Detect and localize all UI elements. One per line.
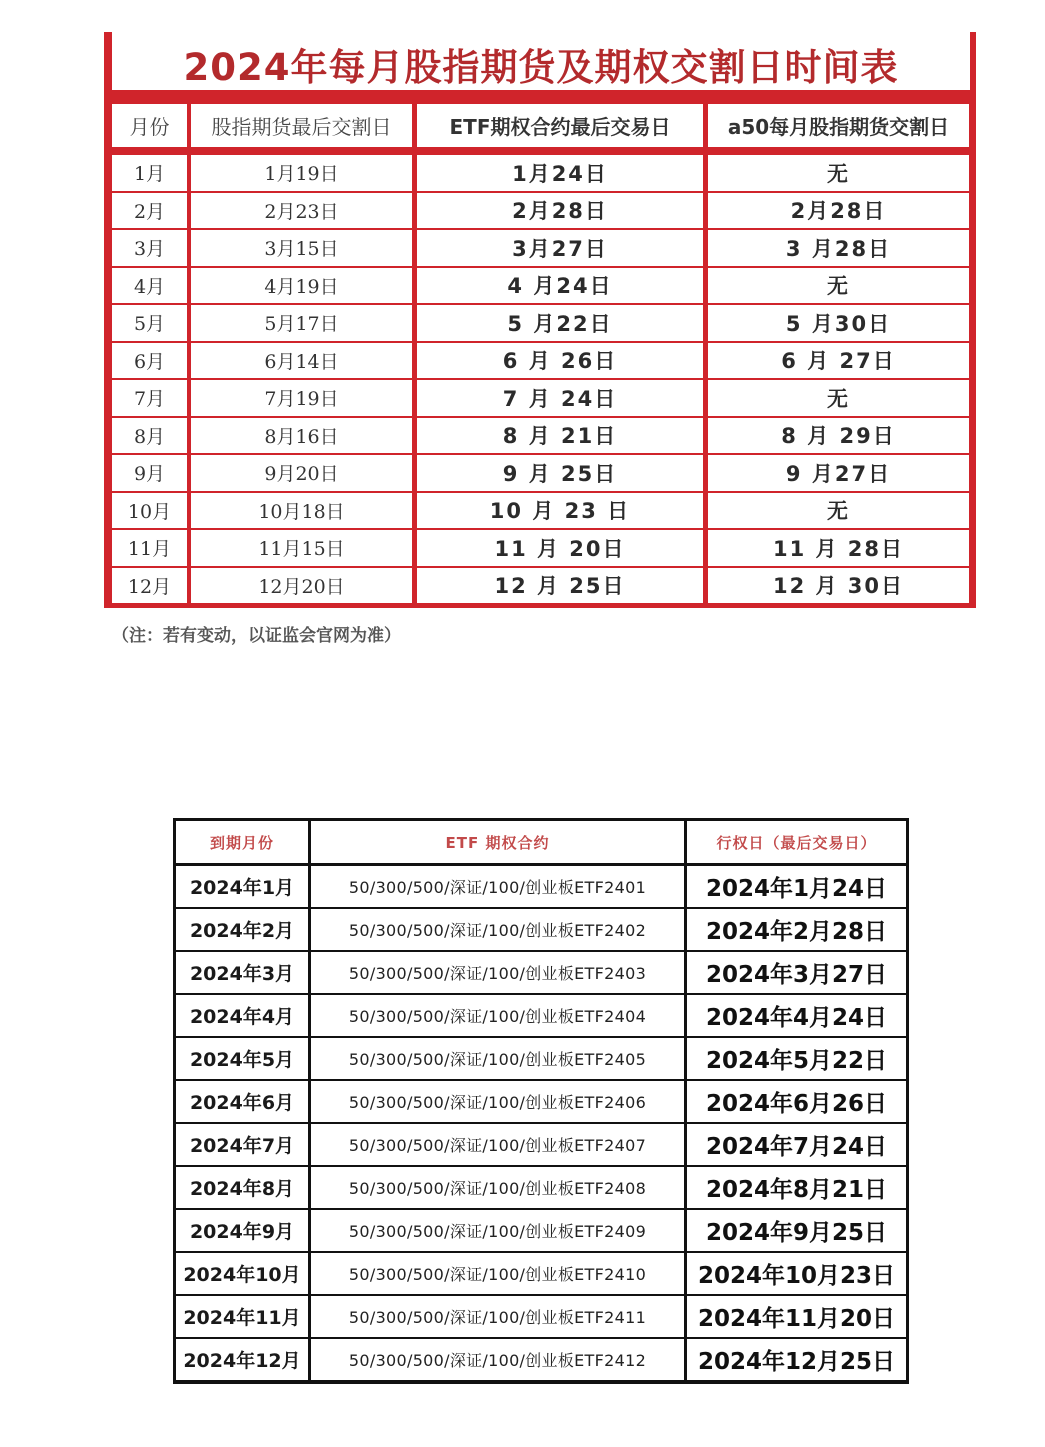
month-cell: 2024年7月 bbox=[176, 1124, 308, 1165]
contract-cell: 50/300/500/深证/100/创业板ETF2408 bbox=[311, 1167, 684, 1208]
month-cell: 4月 bbox=[112, 268, 187, 304]
table-note: （注：若有变动，以证监会官网为准） bbox=[112, 626, 401, 646]
contract-cell: 50/300/500/深证/100/创业板ETF2410 bbox=[311, 1253, 684, 1294]
etf-date-cell: 9 月 25日 bbox=[417, 455, 703, 491]
exercise-date-cell: 2024年10月23日 bbox=[687, 1253, 906, 1294]
month-cell: 2024年8月 bbox=[176, 1167, 308, 1208]
exercise-date-cell: 2024年6月26日 bbox=[687, 1081, 906, 1122]
month-cell: 2024年1月 bbox=[176, 866, 308, 907]
contract-cell: 50/300/500/深证/100/创业板ETF2406 bbox=[311, 1081, 684, 1122]
month-cell: 5月 bbox=[112, 305, 187, 341]
futures-date-cell: 5月17日 bbox=[191, 305, 412, 341]
etf-date-cell: 4 月24日 bbox=[417, 268, 703, 304]
futures-date-cell: 12月20日 bbox=[191, 568, 412, 604]
month-cell: 2024年9月 bbox=[176, 1210, 308, 1251]
etf-date-cell: 1月24日 bbox=[417, 155, 703, 191]
exercise-date-cell: 2024年11月20日 bbox=[687, 1296, 906, 1337]
etf-date-cell: 6 月 26日 bbox=[417, 343, 703, 379]
futures-date-cell: 11月15日 bbox=[191, 530, 412, 566]
contract-cell: 50/300/500/深证/100/创业板ETF2411 bbox=[311, 1296, 684, 1337]
exercise-date-cell: 2024年3月27日 bbox=[687, 952, 906, 993]
a50-date-cell: 无 bbox=[708, 155, 969, 191]
a50-date-cell: 无 bbox=[708, 380, 969, 416]
etf-date-cell: 3月27日 bbox=[417, 230, 703, 266]
month-cell: 2024年10月 bbox=[176, 1253, 308, 1294]
month-cell: 11月 bbox=[112, 530, 187, 566]
header-cell: 行权日（最后交易日） bbox=[687, 821, 906, 863]
month-cell: 2月 bbox=[112, 193, 187, 229]
exercise-date-cell: 2024年1月24日 bbox=[687, 866, 906, 907]
a50-date-cell: 无 bbox=[708, 268, 969, 304]
futures-date-cell: 7月19日 bbox=[191, 380, 412, 416]
a50-date-cell: 11 月 28日 bbox=[708, 530, 969, 566]
contract-cell: 50/300/500/深证/100/创业板ETF2401 bbox=[311, 866, 684, 907]
a50-date-cell: 5 月30日 bbox=[708, 305, 969, 341]
a50-date-cell: 12 月 30日 bbox=[708, 568, 969, 604]
month-cell: 6月 bbox=[112, 343, 187, 379]
futures-date-cell: 3月15日 bbox=[191, 230, 412, 266]
header-cell: 股指期货最后交割日 bbox=[191, 104, 412, 147]
month-cell: 7月 bbox=[112, 380, 187, 416]
a50-date-cell: 6 月 27日 bbox=[708, 343, 969, 379]
etf-date-cell: 8 月 21日 bbox=[417, 418, 703, 454]
exercise-date-cell: 2024年9月25日 bbox=[687, 1210, 906, 1251]
month-cell: 2024年4月 bbox=[176, 995, 308, 1036]
futures-date-cell: 6月14日 bbox=[191, 343, 412, 379]
a50-date-cell: 3 月28日 bbox=[708, 230, 969, 266]
month-cell: 9月 bbox=[112, 455, 187, 491]
etf-date-cell: 5 月22日 bbox=[417, 305, 703, 341]
contract-cell: 50/300/500/深证/100/创业板ETF2407 bbox=[311, 1124, 684, 1165]
contract-cell: 50/300/500/深证/100/创业板ETF2404 bbox=[311, 995, 684, 1036]
exercise-date-cell: 2024年2月28日 bbox=[687, 909, 906, 950]
month-cell: 2024年5月 bbox=[176, 1038, 308, 1079]
etf-date-cell: 11 月 20日 bbox=[417, 530, 703, 566]
futures-date-cell: 1月19日 bbox=[191, 155, 412, 191]
month-cell: 2024年3月 bbox=[176, 952, 308, 993]
exercise-date-cell: 2024年7月24日 bbox=[687, 1124, 906, 1165]
delivery-schedule-table bbox=[104, 32, 976, 608]
etf-date-cell: 2月28日 bbox=[417, 193, 703, 229]
a50-date-cell: 无 bbox=[708, 493, 969, 529]
etf-date-cell: 7 月 24日 bbox=[417, 380, 703, 416]
futures-date-cell: 4月19日 bbox=[191, 268, 412, 304]
month-cell: 8月 bbox=[112, 418, 187, 454]
a50-date-cell: 2月28日 bbox=[708, 193, 969, 229]
month-cell: 2024年11月 bbox=[176, 1296, 308, 1337]
futures-date-cell: 8月16日 bbox=[191, 418, 412, 454]
header-cell: 到期月份 bbox=[176, 821, 308, 863]
header-cell: ETF期权合约最后交易日 bbox=[417, 104, 703, 147]
exercise-date-cell: 2024年5月22日 bbox=[687, 1038, 906, 1079]
contract-cell: 50/300/500/深证/100/创业板ETF2405 bbox=[311, 1038, 684, 1079]
header-cell: ETF 期权合约 bbox=[311, 821, 684, 863]
month-cell: 3月 bbox=[112, 230, 187, 266]
futures-date-cell: 9月20日 bbox=[191, 455, 412, 491]
exercise-date-cell: 2024年8月21日 bbox=[687, 1167, 906, 1208]
header-cell: a50每月股指期货交割日 bbox=[708, 104, 969, 147]
exercise-date-cell: 2024年4月24日 bbox=[687, 995, 906, 1036]
etf-option-table bbox=[173, 818, 909, 1384]
etf-date-cell: 12 月 25日 bbox=[417, 568, 703, 604]
header-cell: 月份 bbox=[112, 104, 187, 147]
a50-date-cell: 9 月27日 bbox=[708, 455, 969, 491]
month-cell: 2024年6月 bbox=[176, 1081, 308, 1122]
table-title: 2024年每月股指期货及期权交割日时间表 bbox=[112, 32, 970, 90]
month-cell: 12月 bbox=[112, 568, 187, 604]
etf-date-cell: 10 月 23 日 bbox=[417, 493, 703, 529]
contract-cell: 50/300/500/深证/100/创业板ETF2412 bbox=[311, 1339, 684, 1380]
month-cell: 2024年12月 bbox=[176, 1339, 308, 1380]
month-cell: 2024年2月 bbox=[176, 909, 308, 950]
a50-date-cell: 8 月 29日 bbox=[708, 418, 969, 454]
contract-cell: 50/300/500/深证/100/创业板ETF2402 bbox=[311, 909, 684, 950]
futures-date-cell: 10月18日 bbox=[191, 493, 412, 529]
exercise-date-cell: 2024年12月25日 bbox=[687, 1339, 906, 1380]
futures-date-cell: 2月23日 bbox=[191, 193, 412, 229]
contract-cell: 50/300/500/深证/100/创业板ETF2409 bbox=[311, 1210, 684, 1251]
month-cell: 10月 bbox=[112, 493, 187, 529]
month-cell: 1月 bbox=[112, 155, 187, 191]
contract-cell: 50/300/500/深证/100/创业板ETF2403 bbox=[311, 952, 684, 993]
